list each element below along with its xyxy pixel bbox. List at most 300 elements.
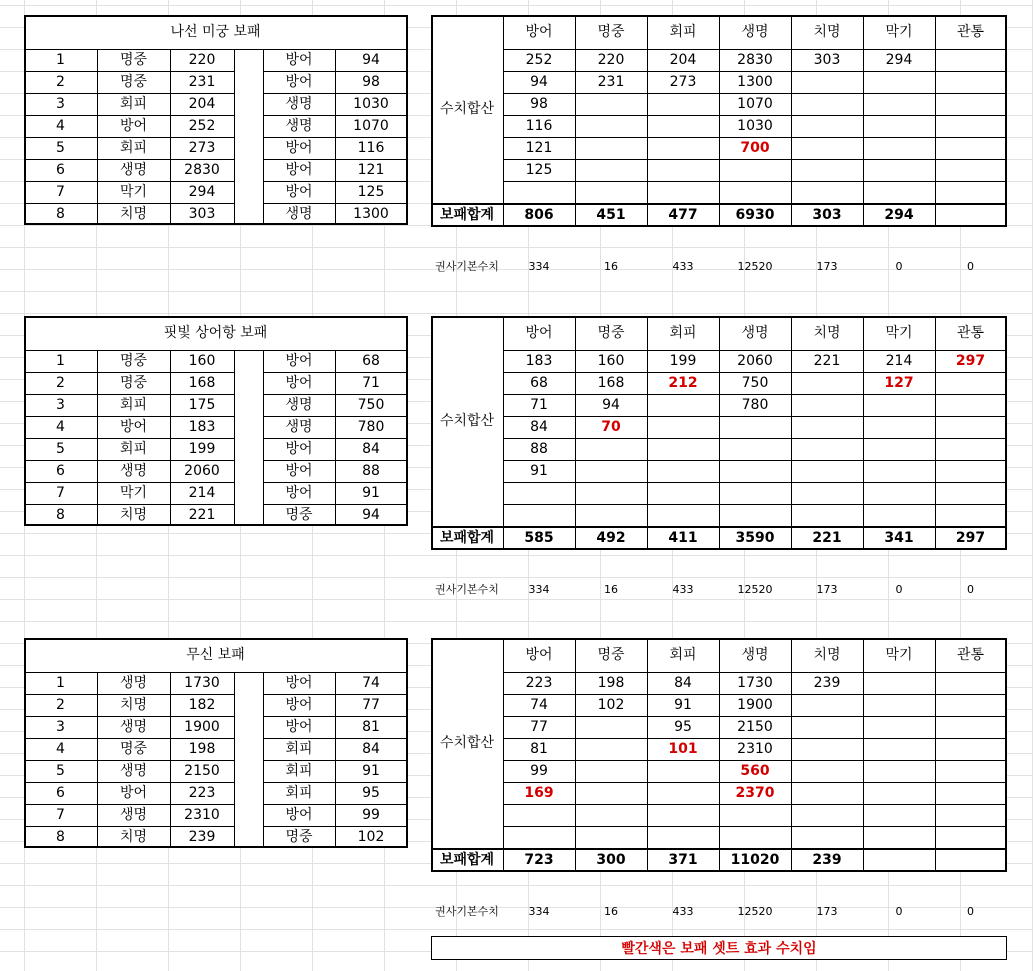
stat-value[interactable]: 204 [188,96,216,112]
stat-value[interactable]: 199 [188,441,216,457]
sum-value[interactable] [719,159,791,181]
total-value[interactable]: 239 [812,852,842,868]
slot-number[interactable]: 3 [56,96,65,112]
slot-number[interactable]: 1 [56,52,65,68]
sum-value[interactable]: 303 [813,52,841,68]
sum-value[interactable]: 74 [530,697,548,713]
sum-value[interactable] [935,438,1006,460]
sum-value[interactable] [791,159,863,181]
sum-value[interactable]: 98 [530,96,548,112]
total-value[interactable]: 341 [884,530,914,546]
sum-value[interactable]: 99 [530,763,548,779]
total-value[interactable]: 303 [812,207,842,223]
sum-value[interactable] [863,71,935,93]
stat-value[interactable]: 99 [362,807,380,823]
sum-value[interactable] [863,137,935,159]
sum-value[interactable] [863,804,935,826]
total-value[interactable]: 411 [668,530,698,546]
total-value[interactable] [935,203,1006,227]
sum-value[interactable] [647,438,719,460]
sum-value[interactable] [935,181,1006,203]
sum-value[interactable] [863,716,935,738]
stat-name[interactable]: 방어 [285,74,313,90]
sum-value[interactable]: 239 [813,675,841,691]
stat-name[interactable]: 치명 [119,697,148,713]
base-stat-value[interactable]: 334 [528,904,550,918]
sum-value[interactable] [935,372,1006,394]
stat-value[interactable]: 1300 [353,206,389,222]
stat-value[interactable]: 74 [362,675,380,691]
stat-value[interactable]: 94 [362,52,380,68]
stat-name[interactable]: 생명 [285,96,313,112]
sum-value[interactable] [503,826,575,848]
base-stat-value[interactable]: 433 [672,904,694,918]
stat-value[interactable]: 1730 [184,675,220,691]
sum-value[interactable] [575,504,647,526]
sum-value[interactable] [575,438,647,460]
sum-value[interactable]: 221 [813,353,841,369]
stat-value[interactable]: 77 [362,697,380,713]
total-label[interactable]: 보패합계 [439,852,495,868]
stat-value[interactable]: 303 [188,206,216,222]
sum-value[interactable] [935,694,1006,716]
sum-value[interactable]: 223 [525,675,553,691]
sum-value[interactable] [935,716,1006,738]
slot-number[interactable]: 6 [56,162,65,178]
stat-name[interactable]: 방어 [285,675,313,691]
total-value[interactable] [935,848,1006,872]
sum-value[interactable]: 168 [597,375,625,391]
total-value[interactable]: 294 [884,207,914,223]
stat-value[interactable]: 2060 [184,463,220,479]
sum-value[interactable] [935,504,1006,526]
sum-value[interactable]: 2830 [737,52,773,68]
stat-name[interactable]: 방어 [285,162,313,178]
stat-value[interactable]: 91 [362,763,380,779]
stat-value[interactable]: 68 [362,353,380,369]
stat-name[interactable]: 생명 [119,162,148,178]
sum-value[interactable] [575,804,647,826]
stat-name[interactable]: 명중 [285,829,313,845]
sum-value[interactable] [935,804,1006,826]
sum-value[interactable] [503,504,575,526]
stat-name[interactable]: 방어 [119,419,148,435]
sum-value[interactable] [575,93,647,115]
sum-value[interactable]: 294 [885,52,913,68]
stat-name[interactable]: 회피 [285,763,313,779]
stat-value[interactable]: 2310 [184,807,220,823]
stat-name[interactable]: 방어 [285,140,313,156]
sum-value[interactable] [791,438,863,460]
stat-value[interactable]: 98 [362,74,380,90]
sum-value[interactable] [791,782,863,804]
total-value[interactable]: 300 [596,852,626,868]
sum-value[interactable] [791,372,863,394]
sum-value[interactable]: 273 [669,74,697,90]
stat-value[interactable]: 71 [362,375,380,391]
column-header[interactable]: 회피 [669,325,697,341]
stat-value[interactable]: 2830 [184,162,220,178]
base-stat-value[interactable]: 16 [604,904,618,918]
base-stat-value[interactable]: 173 [816,259,838,273]
stat-name[interactable]: 생명 [285,206,313,222]
sum-value[interactable] [935,460,1006,482]
sum-value[interactable]: 204 [669,52,697,68]
column-header[interactable]: 방어 [525,24,553,40]
slot-number[interactable]: 7 [56,807,65,823]
sum-value[interactable]: 1030 [737,118,773,134]
stat-name[interactable]: 생명 [119,763,148,779]
sum-value[interactable] [647,159,719,181]
sum-value[interactable] [935,115,1006,137]
stat-value[interactable]: 94 [362,507,380,523]
sum-value[interactable]: 77 [530,719,548,735]
stat-value[interactable]: 1900 [184,719,220,735]
slot-number[interactable]: 6 [56,785,65,801]
sum-value[interactable] [719,804,791,826]
sum-value[interactable] [647,504,719,526]
slot-number[interactable]: 5 [56,441,65,457]
total-value[interactable]: 297 [955,530,986,546]
base-stat-value[interactable]: 433 [672,259,694,273]
set-bonus-note[interactable]: 빨간색은 보패 셋트 효과 수치임 [431,936,1007,960]
sum-value[interactable]: 125 [525,162,553,178]
sum-value[interactable]: 102 [597,697,625,713]
sum-value[interactable] [575,782,647,804]
sum-value[interactable] [575,159,647,181]
sum-value[interactable]: 84 [530,419,548,435]
sum-value[interactable] [791,482,863,504]
sum-value[interactable] [791,394,863,416]
stat-value[interactable]: 273 [188,140,216,156]
stat-value[interactable]: 116 [357,140,385,156]
sum-value[interactable]: 1070 [737,96,773,112]
sum-value[interactable]: 1730 [737,675,773,691]
base-stat-value[interactable]: 0 [895,582,903,596]
stat-value[interactable]: 198 [188,741,216,757]
sum-value[interactable] [791,504,863,526]
sum-value[interactable] [575,460,647,482]
sum-value[interactable]: 91 [530,463,548,479]
base-stat-value[interactable]: 433 [672,582,694,596]
stat-value[interactable]: 125 [357,184,385,200]
stat-name[interactable]: 생명 [119,719,148,735]
column-header[interactable]: 회피 [669,24,697,40]
sum-value[interactable] [863,181,935,203]
base-stat-value[interactable]: 12520 [737,582,773,596]
base-stat-value[interactable]: 334 [528,259,550,273]
column-header[interactable]: 방어 [525,647,553,663]
sum-value[interactable]: 199 [669,353,697,369]
sum-value[interactable] [791,760,863,782]
column-header[interactable]: 생명 [741,647,769,663]
stat-name[interactable]: 명중 [285,507,313,523]
base-stats-label[interactable]: 권사기본수치 [435,904,499,918]
slot-number[interactable]: 3 [56,397,65,413]
sum-label[interactable]: 수치합산 [439,101,495,117]
stat-value[interactable]: 294 [188,184,216,200]
total-value[interactable]: 3590 [735,530,775,546]
stat-value[interactable]: 102 [357,829,385,845]
stat-value[interactable]: 252 [188,118,216,134]
set-bonus-value[interactable]: 101 [668,741,698,757]
sum-value[interactable] [503,804,575,826]
stat-name[interactable]: 방어 [285,485,313,501]
sum-value[interactable] [863,694,935,716]
column-header[interactable]: 치명 [813,24,841,40]
column-header[interactable]: 막기 [885,24,913,40]
sum-value[interactable] [647,482,719,504]
stat-name[interactable]: 생명 [119,675,148,691]
sum-value[interactable] [935,782,1006,804]
sum-value[interactable] [719,416,791,438]
slot-number[interactable]: 2 [56,74,65,90]
sum-value[interactable]: 91 [674,697,692,713]
sum-value[interactable] [935,93,1006,115]
stat-value[interactable]: 84 [362,741,380,757]
sum-value[interactable] [647,782,719,804]
stat-value[interactable]: 2150 [184,763,220,779]
sum-value[interactable] [647,826,719,848]
sum-value[interactable] [863,438,935,460]
base-stat-value[interactable]: 16 [604,582,618,596]
stat-value[interactable]: 220 [188,52,216,68]
sum-value[interactable] [863,672,935,694]
gem-set-title[interactable]: 무신 보패 [186,647,245,663]
sum-value[interactable]: 183 [525,353,553,369]
sum-value[interactable] [719,504,791,526]
sum-value[interactable] [863,115,935,137]
sum-value[interactable]: 94 [602,397,620,413]
sum-value[interactable]: 2150 [737,719,773,735]
sum-value[interactable]: 68 [530,375,548,391]
sum-value[interactable]: 252 [525,52,553,68]
stat-value[interactable]: 168 [188,375,216,391]
sum-value[interactable] [935,416,1006,438]
set-bonus-value[interactable]: 127 [884,375,914,391]
sum-value[interactable] [575,716,647,738]
sum-value[interactable] [503,181,575,203]
stat-name[interactable]: 회피 [119,441,148,457]
gem-set-title[interactable]: 나선 미궁 보패 [170,24,261,40]
stat-name[interactable]: 방어 [119,118,148,134]
stat-value[interactable]: 182 [188,697,216,713]
sum-value[interactable] [791,416,863,438]
slot-number[interactable]: 2 [56,697,65,713]
total-value[interactable]: 492 [596,530,626,546]
sum-value[interactable] [647,394,719,416]
stat-value[interactable]: 223 [188,785,216,801]
sum-label[interactable]: 수치합산 [439,413,495,429]
base-stat-value[interactable]: 173 [816,904,838,918]
total-value[interactable]: 585 [524,530,554,546]
slot-number[interactable]: 3 [56,719,65,735]
stat-name[interactable]: 명중 [119,52,148,68]
slot-number[interactable]: 8 [56,507,65,523]
sum-value[interactable] [647,93,719,115]
sum-value[interactable]: 1900 [737,697,773,713]
slot-number[interactable]: 8 [56,206,65,222]
sum-value[interactable] [503,482,575,504]
slot-number[interactable]: 1 [56,675,65,691]
sum-value[interactable]: 95 [674,719,692,735]
total-value[interactable]: 11020 [730,852,780,868]
sum-value[interactable] [575,826,647,848]
stat-name[interactable]: 방어 [285,441,313,457]
slot-number[interactable]: 7 [56,184,65,200]
sum-value[interactable] [863,826,935,848]
stat-name[interactable]: 명중 [119,375,148,391]
sum-value[interactable] [791,71,863,93]
set-bonus-value[interactable]: 700 [740,140,770,156]
sum-value[interactable] [719,460,791,482]
stat-name[interactable]: 생명 [119,463,148,479]
sum-value[interactable]: 160 [597,353,625,369]
sum-value[interactable] [863,460,935,482]
sum-value[interactable] [647,460,719,482]
sum-value[interactable] [863,159,935,181]
set-bonus-value[interactable]: 169 [524,785,554,801]
sum-value[interactable] [791,93,863,115]
sum-value[interactable] [935,760,1006,782]
stat-value[interactable]: 231 [188,74,216,90]
stat-value[interactable]: 160 [188,353,216,369]
sum-value[interactable] [791,181,863,203]
set-bonus-value[interactable]: 2370 [735,785,775,801]
set-bonus-value[interactable]: 297 [955,353,986,369]
sum-value[interactable] [863,482,935,504]
column-header[interactable]: 막기 [885,325,913,341]
slot-number[interactable]: 6 [56,463,65,479]
stat-name[interactable]: 방어 [285,697,313,713]
total-value[interactable]: 221 [812,530,842,546]
stat-value[interactable]: 88 [362,463,380,479]
sum-value[interactable] [575,181,647,203]
stat-name[interactable]: 치명 [119,507,148,523]
stat-name[interactable]: 막기 [119,184,148,200]
stat-value[interactable]: 1030 [353,96,389,112]
sum-value[interactable] [863,738,935,760]
sum-value[interactable] [863,416,935,438]
sum-value[interactable] [863,782,935,804]
column-header[interactable]: 관통 [956,325,985,341]
stat-name[interactable]: 방어 [285,375,313,391]
base-stats-label[interactable]: 권사기본수치 [435,259,499,273]
column-header[interactable]: 명중 [597,24,625,40]
sum-value[interactable]: 81 [530,741,548,757]
sum-value[interactable] [791,716,863,738]
stat-name[interactable]: 명중 [119,741,148,757]
sum-value[interactable] [935,49,1006,71]
stat-name[interactable]: 생명 [119,807,148,823]
sum-value[interactable] [791,804,863,826]
total-value[interactable]: 6930 [735,207,775,223]
column-header[interactable]: 관통 [956,647,985,663]
sum-value[interactable] [935,137,1006,159]
sum-value[interactable] [935,826,1006,848]
stat-value[interactable]: 221 [188,507,216,523]
sum-value[interactable] [719,482,791,504]
sum-value[interactable] [935,71,1006,93]
base-stat-value[interactable]: 0 [967,259,974,273]
stat-name[interactable]: 회피 [285,741,313,757]
sum-value[interactable] [719,181,791,203]
stat-value[interactable]: 175 [188,397,216,413]
sum-value[interactable]: 94 [530,74,548,90]
column-header[interactable]: 치명 [813,325,841,341]
stat-name[interactable]: 치명 [119,829,148,845]
sum-value[interactable]: 84 [674,675,692,691]
base-stat-value[interactable]: 0 [895,259,903,273]
stat-name[interactable]: 방어 [285,184,313,200]
sum-label[interactable]: 수치합산 [439,735,495,751]
sum-value[interactable] [575,137,647,159]
total-value[interactable]: 477 [668,207,698,223]
set-bonus-value[interactable]: 212 [668,375,698,391]
total-value[interactable] [863,848,935,872]
sum-value[interactable] [575,482,647,504]
sum-value[interactable]: 2310 [737,741,773,757]
column-header[interactable]: 생명 [741,325,769,341]
stat-value[interactable]: 84 [362,441,380,457]
stat-name[interactable]: 막기 [119,485,148,501]
sum-value[interactable]: 214 [885,353,913,369]
column-header[interactable]: 방어 [525,325,553,341]
slot-number[interactable]: 8 [56,829,65,845]
set-bonus-value[interactable]: 560 [740,763,770,779]
sum-value[interactable] [863,504,935,526]
sum-value[interactable] [791,115,863,137]
sum-value[interactable] [935,159,1006,181]
base-stat-value[interactable]: 173 [816,582,838,596]
stat-value[interactable]: 121 [357,162,385,178]
stat-name[interactable]: 방어 [119,785,148,801]
sum-value[interactable]: 198 [597,675,625,691]
sum-value[interactable]: 121 [525,140,553,156]
sum-value[interactable] [935,672,1006,694]
base-stat-value[interactable]: 16 [604,259,618,273]
column-header[interactable]: 명중 [597,325,625,341]
total-value[interactable]: 723 [524,852,554,868]
stat-name[interactable]: 회피 [285,785,313,801]
sum-value[interactable] [935,482,1006,504]
base-stat-value[interactable]: 0 [895,904,903,918]
sum-value[interactable] [647,115,719,137]
sum-value[interactable]: 1300 [737,74,773,90]
stat-value[interactable]: 1070 [353,118,389,134]
sum-value[interactable] [791,460,863,482]
sum-value[interactable] [575,115,647,137]
column-header[interactable]: 회피 [669,647,697,663]
stat-name[interactable]: 방어 [285,353,313,369]
stat-name[interactable]: 방어 [285,719,313,735]
sum-value[interactable] [575,738,647,760]
stat-name[interactable]: 명중 [119,74,148,90]
sum-value[interactable] [863,394,935,416]
sum-value[interactable]: 88 [530,441,548,457]
sum-value[interactable]: 231 [597,74,625,90]
base-stat-value[interactable]: 12520 [737,259,773,273]
sum-value[interactable]: 220 [597,52,625,68]
sum-value[interactable] [647,760,719,782]
stat-name[interactable]: 방어 [285,463,313,479]
base-stat-value[interactable]: 12520 [737,904,773,918]
slot-number[interactable]: 2 [56,375,65,391]
base-stats-label[interactable]: 권사기본수치 [435,582,499,596]
sum-value[interactable] [647,804,719,826]
stat-value[interactable]: 214 [188,485,216,501]
stat-name[interactable]: 생명 [285,419,313,435]
